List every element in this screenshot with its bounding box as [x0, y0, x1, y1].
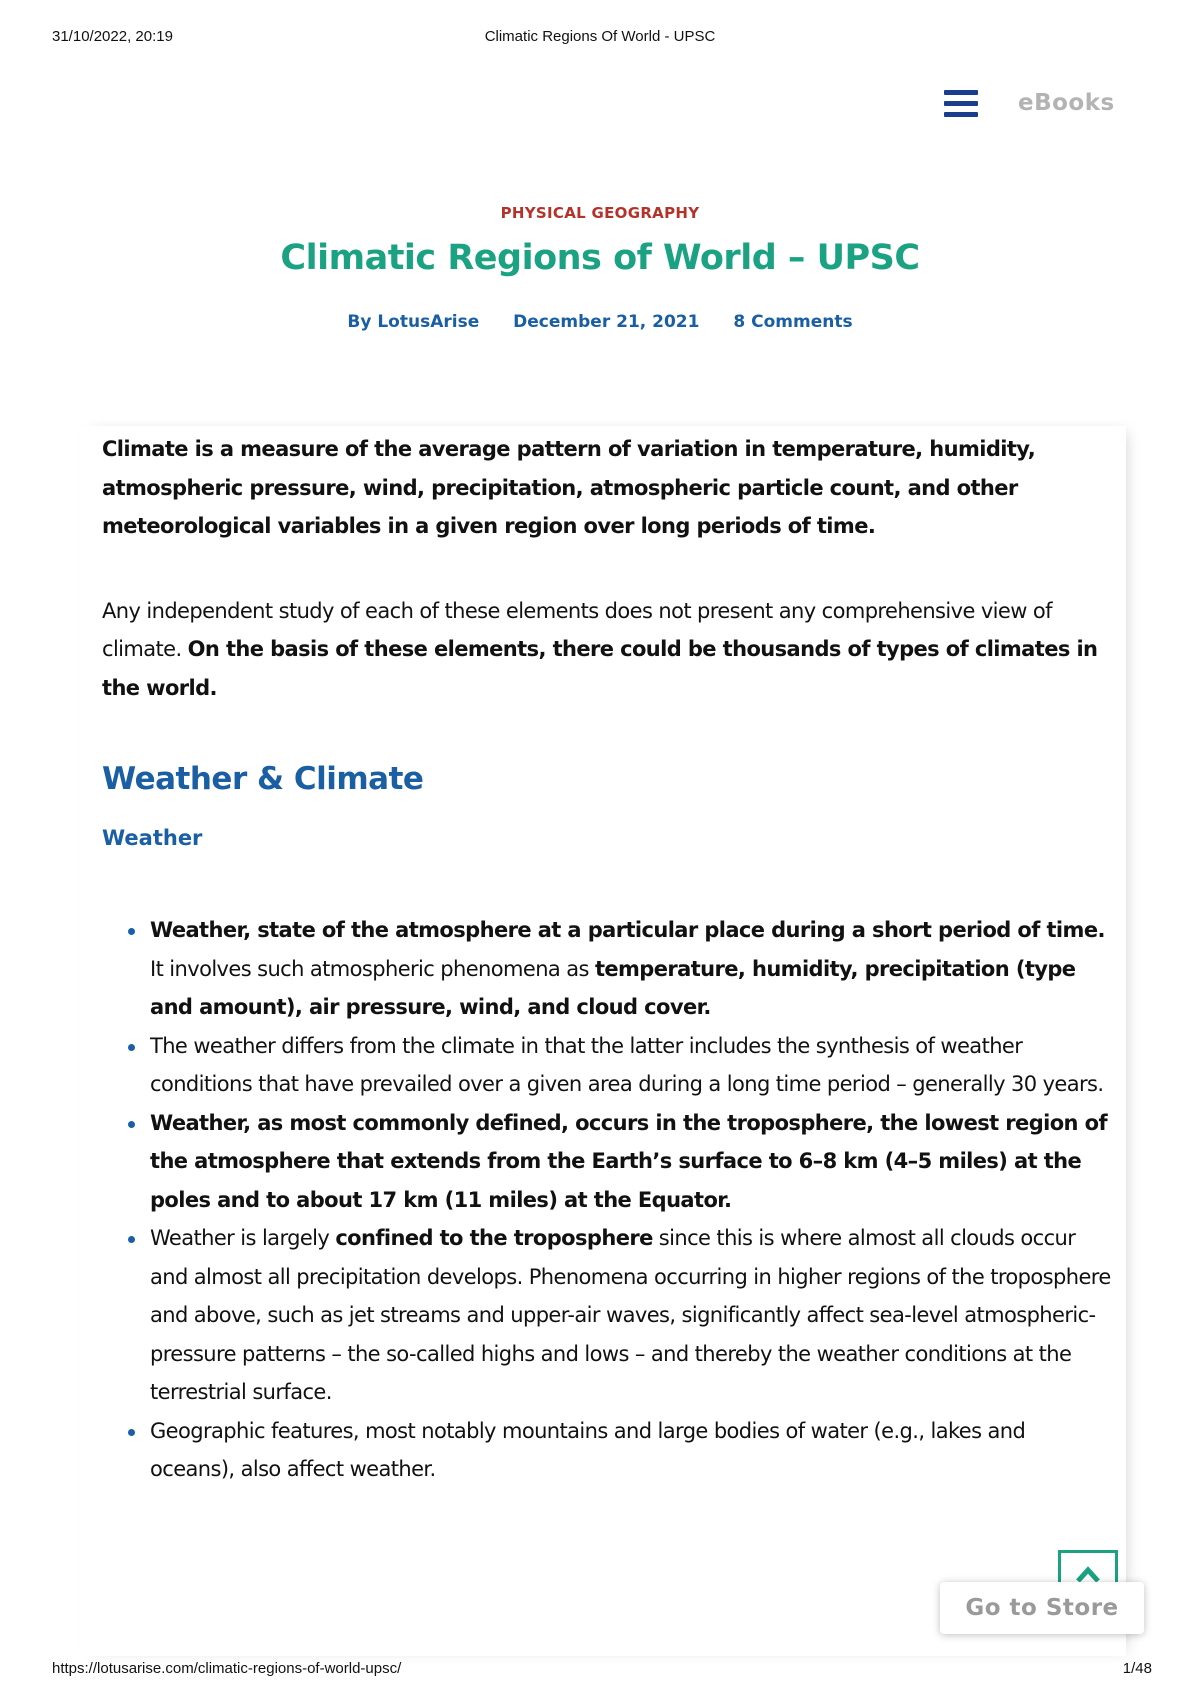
top-navigation [0, 86, 1200, 126]
print-doc-title: Climatic Regions Of World - UPSC [484, 28, 716, 45]
list-item [150, 911, 1112, 1027]
print-footer [0, 1660, 1200, 1684]
bullet-text: It involves such atmospheric phenomena as [150, 956, 595, 981]
hamburger-bar [944, 90, 978, 95]
list-item: Geographic features, most notably mountains and large bodies of water (e.g., lakes and oceans), also affect weather. [150, 1412, 1112, 1489]
section-heading: Weather & Climate [102, 761, 424, 797]
bullet-bold-text: Weather, as most commonly defined, occurs in the troposphere, the lowest region of the atmosphere that extends from the Earth’s surface to 6–8 km (4–5 miles) at the poles and to about 17 km (11 miles) at the Equator. [150, 1110, 1107, 1212]
bullet-bold-text: Weather, state of the atmosphere at a particular place during a short period of time. [150, 918, 1105, 942]
list-item [150, 1219, 1112, 1412]
paragraph-text: Any independent study of each of these elements does not present any comprehensive view of climate. [102, 598, 1052, 661]
subsection-heading: Weather [102, 826, 203, 850]
hamburger-icon[interactable] [944, 90, 978, 118]
article-category[interactable]: PHYSICAL GEOGRAPHY [500, 204, 700, 222]
print-datetime: 31/10/2022, 20:19 [52, 28, 173, 45]
ebooks-link[interactable]: eBooks [1018, 90, 1115, 116]
print-url: https://lotusarise.com/climatic-regions-of-world-upsc/ [52, 1660, 402, 1677]
article-body [102, 430, 1112, 1489]
list-item: The weather differs from the climate in that the latter includes the synthesis of weather conditions that have prevailed over a given area during a long time period – generally 30 years. [150, 1027, 1112, 1104]
article-meta [0, 312, 1200, 332]
author-link[interactable]: By LotusArise [347, 312, 480, 332]
hamburger-bar [944, 101, 978, 106]
bullet-bold-text: confined to the troposphere [335, 1226, 653, 1250]
bullet-text: since this is where almost all clouds occur and almost all precipitation develops. Phenomena occurring in higher regions of the troposphere and above, such as jet streams and upper-air waves, significantly affect sea-level atmospheric-pressure patterns – the so-called highs and lows – and thereby the weather conditions at the terrestrial surface. [150, 1226, 1111, 1404]
go-to-store-button[interactable]: Go to Store [940, 1582, 1144, 1634]
body-paragraph [102, 592, 1112, 708]
weather-bullet-list [102, 911, 1112, 1489]
intro-paragraph: Climate is a measure of the average pattern of variation in temperature, humidity, atmospheric pressure, wind, precipitation, atmospheric particle count, and other meteorological variables in a given region over long periods of time. [102, 437, 1036, 538]
article-title: Climatic Regions of World – UPSC [280, 238, 920, 278]
print-header [0, 28, 1200, 52]
paragraph-bold-text: On the basis of these elements, there could be thousands of types of climates in the world. [102, 637, 1098, 700]
hamburger-bar [944, 112, 978, 117]
post-date[interactable]: December 21, 2021 [513, 312, 700, 332]
bullet-text: Weather is largely [150, 1226, 336, 1250]
list-item [150, 1104, 1112, 1220]
print-page-number: 1/48 [1122, 1660, 1152, 1677]
comments-link[interactable]: 8 Comments [733, 312, 853, 332]
bullet-bold-text: temperature, humidity, precipitation (type and amount), air pressure, wind, and cloud cover. [150, 956, 1076, 1019]
